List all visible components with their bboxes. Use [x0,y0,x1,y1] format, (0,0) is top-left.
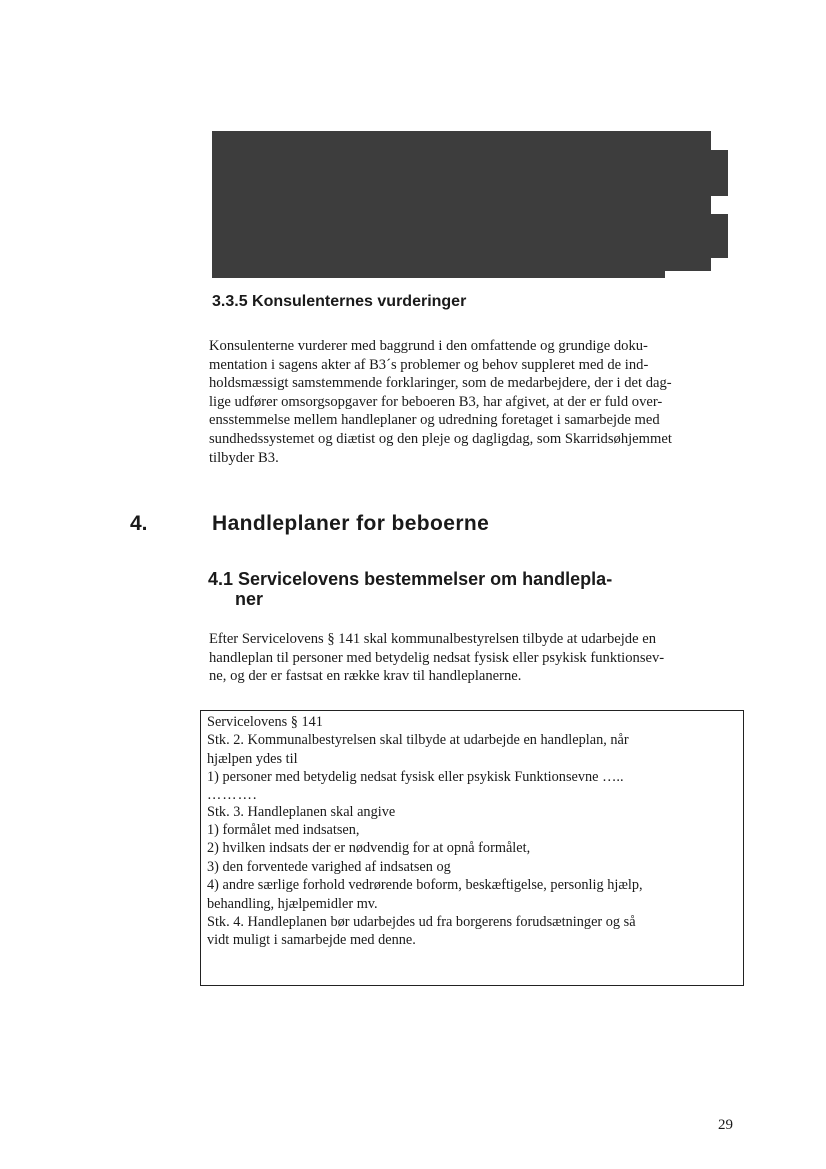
section-heading-4-1 [208,569,612,609]
law-line: 3) den forventede varighed af indsatsen og [207,858,451,875]
text-line: Efter Servicelovens § 141 skal kommunalbestyrelsen tilbyde at udarbejde en [209,631,657,647]
section-heading-3-3-5: 3.3.5 Konsulenternes vurderinger [212,293,467,310]
text-line: handleplan til personer med betydelig nedsat fysisk eller psykisk funktionsev- [209,649,665,666]
law-line: Stk. 4. Handleplanen bør udarbejdes ud fra borgerens forudsætninger og så [207,914,636,931]
law-line: 1) personer med betydelig nedsat fysisk eller psykisk Funktionsevne ….. [207,769,624,786]
law-line: ………. [207,786,258,803]
text-line: ensstemmelse mellem handleplaner og udredning foretaget i samarbejde med [209,412,660,429]
redaction-part-right [665,131,711,271]
law-quote-box [200,710,744,986]
law-line: behandling, hjælpemidler mv. [207,895,378,912]
text-line: sundhedssystemet og diætist og den pleje og dagligdag, som Skarridsøhjemmet [209,430,672,447]
text-line: Konsulenterne vurderer med baggrund i den omfattende og grundige doku- [209,338,648,354]
law-line: hjælpen ydes til [207,750,298,767]
law-line: Servicelovens § 141 [207,714,323,730]
chapter-title: Handleplaner for beboerne [212,512,490,535]
law-line: Stk. 3. Handleplanen skal angive [207,803,396,820]
law-line: vidt muligt i samarbejde med denne. [207,932,416,949]
text-line: tilbyder B3. [209,449,279,466]
law-line: Stk. 2. Kommunalbestyrelsen skal tilbyde at udarbejde en handleplan, når [207,732,629,749]
law-line: 4) andre særlige forhold vedrørende boform, beskæftigelse, personlig hjælp, [207,877,643,894]
page-number: 29 [718,1117,733,1133]
chapter-number: 4. [130,512,148,535]
redaction-part-tab-bottom [711,214,728,258]
heading-line: ner [235,589,264,609]
redaction-part-tab-top [711,150,728,196]
text-line: mentation i sagens akter af B3´s problemer og behov suppleret med de ind- [209,356,649,373]
text-line: holdsmæssigt samstemmende forklaringer, som de medarbejdere, der i det dag- [209,375,672,392]
law-line: 1) formålet med indsatsen, [207,822,360,839]
text-line: ne, og der er fastsat en række krav til handleplanerne. [209,668,522,685]
text-line: lige udfører omsorgsopgaver for beboeren B3, har afgivet, at der er fuld over- [209,393,663,410]
heading-line: 4.1 Servicelovens bestemmelser om handlepla- [208,569,613,589]
redaction-part-main [212,131,665,278]
law-line: 2) hvilken indsats der er nødvendig for at opnå formålet, [207,840,531,857]
paragraph-serviceloven [209,630,749,686]
paragraph-konsulenter [209,337,749,467]
